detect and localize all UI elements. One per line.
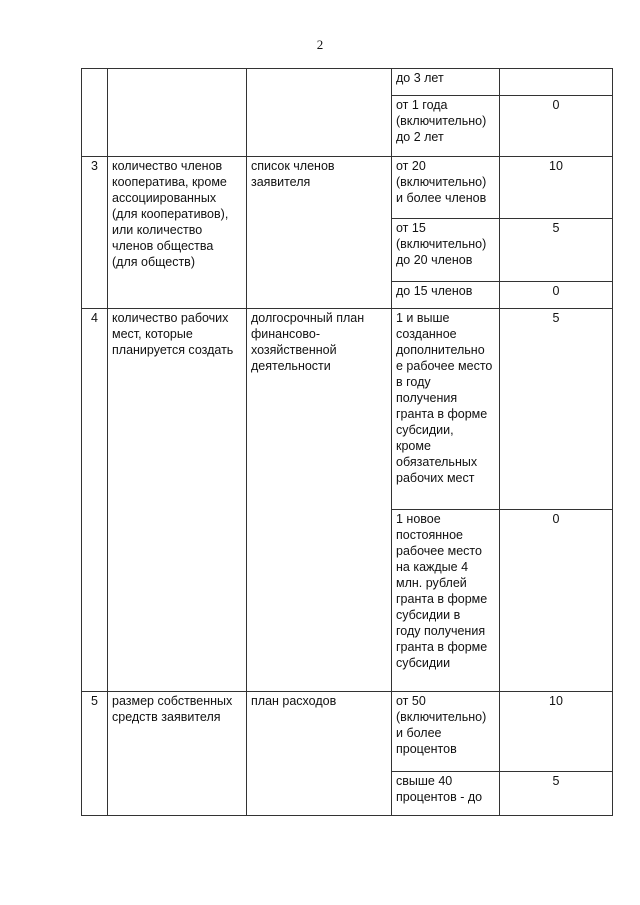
page-number: 2 [316,37,324,52]
condition-cell: 1 и выше созданное дополнительно е рабочее место в году получения гранта в форме субсидии, кроме обязательных рабочих мест [392,309,500,510]
table-row [82,157,613,219]
condition-cell: от 50 (включительно) и более процентов [392,692,500,772]
document-cell: список членов заявителя [247,157,392,309]
criterion-cell [108,69,247,157]
score-cell: 5 [500,309,613,510]
document-cell: план расходов [247,692,392,816]
condition-cell: до 3 лет [392,69,500,96]
score-cell: 0 [500,282,613,309]
condition-cell: 1 новое постоянное рабочее место на каждые 4 млн. рублей гранта в форме субсидии в году получения гранта в форме субсидии [392,510,500,692]
row-number: 4 [82,309,108,692]
criterion-cell: количество членов кооператива, кроме ассоциированных (для кооперативов), или количество членов общества (для обществ) [108,157,247,309]
score-cell: 5 [500,772,613,816]
condition-cell: до 15 членов [392,282,500,309]
criteria-table [81,68,613,816]
score-cell: 5 [500,219,613,282]
row-number: 3 [82,157,108,309]
row-number: 5 [82,692,108,816]
table-row [82,69,613,96]
score-cell: 0 [500,96,613,157]
condition-cell: от 1 года (включительно) до 2 лет [392,96,500,157]
score-cell [500,69,613,96]
document-cell [247,69,392,157]
criterion-cell: размер собственных средств заявителя [108,692,247,816]
score-cell: 0 [500,510,613,692]
condition-cell: свыше 40 процентов - до [392,772,500,816]
criterion-cell: количество рабочих мест, которые планируется создать [108,309,247,692]
score-cell: 10 [500,157,613,219]
table-row [82,692,613,772]
row-number [82,69,108,157]
score-cell: 10 [500,692,613,772]
table-row [82,309,613,510]
condition-cell: от 15 (включительно) до 20 членов [392,219,500,282]
condition-cell: от 20 (включительно) и более членов [392,157,500,219]
document-cell: долгосрочный план финансово- хозяйственной деятельности [247,309,392,692]
